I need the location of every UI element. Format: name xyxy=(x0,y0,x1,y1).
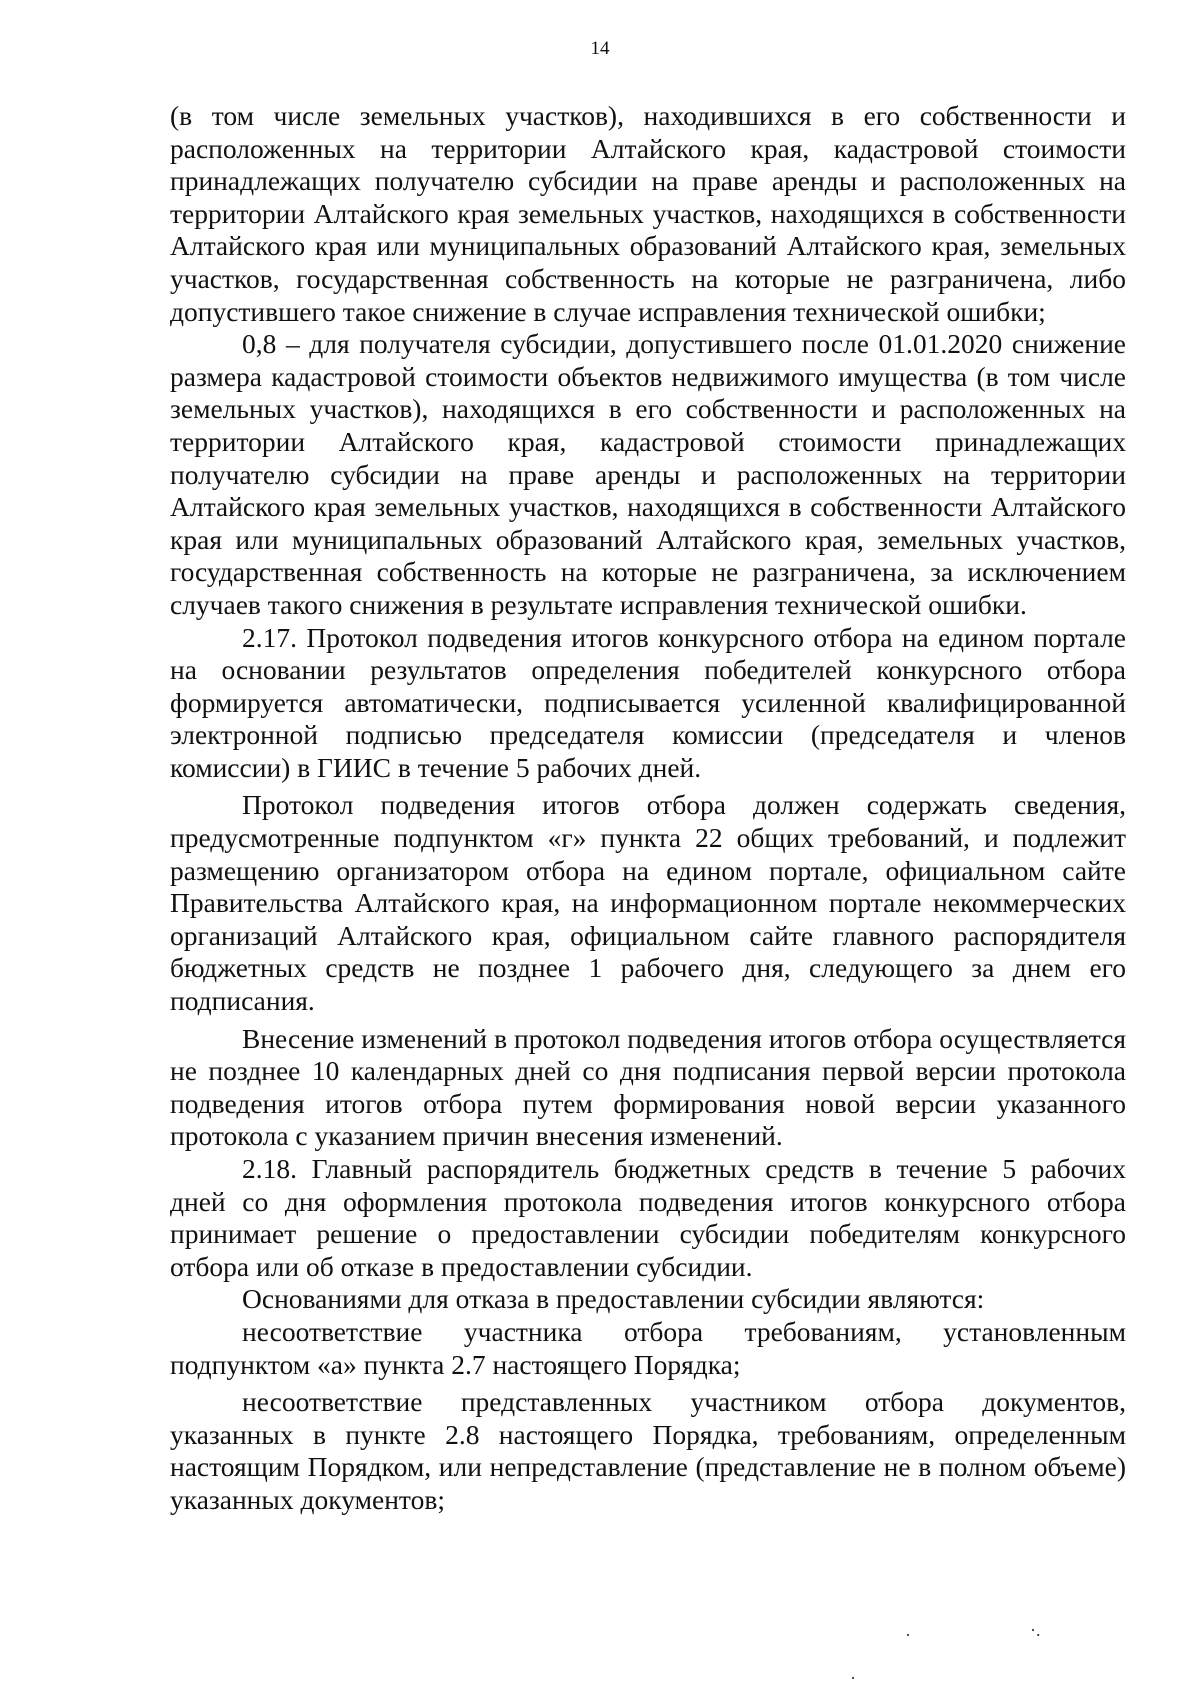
scan-speck: ·. xyxy=(1030,1620,1041,1640)
document-body xyxy=(170,100,1126,1517)
paragraph-continuation: (в том числе земельных участков), находившихся в его собственности и расположенных на территории Алтайского края, кадастровой стоимости принадлежащих получателю субсидии на праве аренды и расположенных на территории Алтайского края земельных участков, находящихся в собственности Алтайского края или муниципальных образований Алтайского края, земельных участков, государственная собственность на которые не разграничена, либо допустившего такое снижение в случае исправления технической ошибки; xyxy=(170,100,1126,327)
page-number: 14 xyxy=(590,38,610,59)
list-item-nonconformity-participant: несоответствие участника отбора требованиям, установленным подпунктом «а» пункта 2.7 настоящего Порядка; xyxy=(170,1315,1126,1380)
scan-speck: · xyxy=(905,1625,911,1645)
paragraph-coefficient: 0,8 – для получателя субсидии, допустившего после 01.01.2020 снижение размера кадастровой стоимости объектов недвижимого имущества (в том числе земельных участков), находящихся в его собственности и расположенных на территории Алтайского края, кадастровой стоимости принадлежащих получателю субсидии на праве аренды и расположенных на территории Алтайского края земельных участков, находящихся в собственности Алтайского края или муниципальных образований Алтайского края, земельных участков, государственная собственность на которые не разграничена, за исключением случаев такого снижения в результате исправления технической ошибки. xyxy=(170,328,1126,620)
paragraph-2-17: 2.17. Протокол подведения итогов конкурсного отбора на едином портале на основании результатов определения победителей конкурсного отбора формируется автоматически, подписывается усиленной квалифицированной электронной подписью председателя комиссии (председателя и членов комиссии) в ГИИС в течение 5 рабочих дней. xyxy=(170,621,1126,783)
paragraph-protocol-changes: Внесение изменений в протокол подведения итогов отбора осуществляется не позднее 10 календарных дней со дня подписания первой версии протокола подведения итогов отбора путем формирования новой версии указанного протокола с указанием причин внесения изменений. xyxy=(170,1022,1126,1152)
paragraph-protocol-content: Протокол подведения итогов отбора должен содержать сведения, предусмотренные подпунктом «г» пункта 22 общих требований, и подлежит размещению организатором отбора на едином портале, официальном сайте Правительства Алтайского края, на информационном портале некоммерческих организаций Алтайского края, официальном сайте главного распорядителя бюджетных средств не позднее 1 рабочего дня, следующего за днем его подписания. xyxy=(170,789,1126,1017)
paragraph-2-18: 2.18. Главный распорядитель бюджетных средств в течение 5 рабочих дней со дня оформления протокола подведения итогов конкурсного отбора принимает решение о предоставлении субсидии победителям конкурсного отбора или об отказе в предоставлении субсидии. xyxy=(170,1153,1126,1282)
list-item-nonconformity-documents: несоответствие представленных участником отбора документов, указанных в пункте 2.8 настоящего Порядка, требованиям, определенным настоящим Порядком, или непредставление (представление не в полном объеме) указанных документов; xyxy=(170,1386,1126,1515)
scan-speck: · xyxy=(850,1668,856,1688)
paragraph-refusal-grounds: Основаниями для отказа в предоставлении субсидии являются: xyxy=(242,1283,985,1315)
